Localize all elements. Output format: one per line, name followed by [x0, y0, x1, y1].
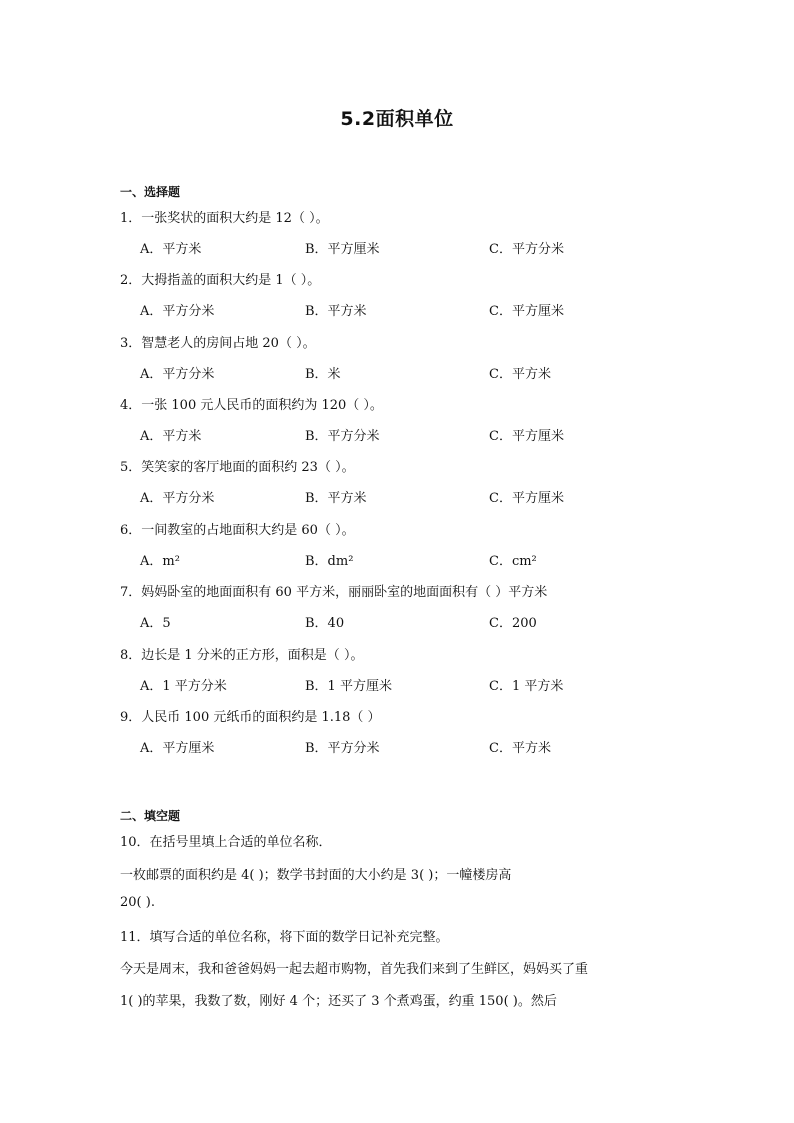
- option-a: A．平方分米: [140, 367, 215, 382]
- section-heading-fill: 二、填空题: [120, 809, 181, 823]
- question-11-stem: 11．填写合适的单位名称，将下面的数学日记补充完整。: [120, 930, 449, 945]
- option-c: C．平方分米: [489, 242, 564, 257]
- question-stem: 5．笑笑家的客厅地面的面积约 23（ ）。: [120, 460, 355, 475]
- option-a: A．1 平方分米: [140, 679, 227, 694]
- question-stem: 4．一张 100 元人民币的面积约为 120（ ）。: [120, 398, 383, 413]
- option-b: B．1 平方厘米: [305, 679, 392, 694]
- option-c: C．平方米: [489, 741, 551, 756]
- option-a: A．5: [140, 616, 171, 631]
- option-b: B．dm²: [305, 554, 354, 569]
- question-stem: 3．智慧老人的房间占地 20（ ）。: [120, 336, 316, 351]
- option-b: B．平方米: [305, 491, 367, 506]
- option-a: A．平方米: [140, 242, 202, 257]
- question-stem: 9．人民币 100 元纸币的面积约是 1.18（ ）: [120, 710, 381, 725]
- section-heading-choice: 一、选择题: [120, 185, 181, 199]
- option-a: A．m²: [140, 554, 180, 569]
- option-a: A．平方分米: [140, 491, 215, 506]
- option-c: C．平方厘米: [489, 491, 564, 506]
- question-stem: 1．一张奖状的面积大约是 12（ ）。: [120, 211, 329, 226]
- option-c: C．平方厘米: [489, 429, 564, 444]
- option-a: A．平方分米: [140, 304, 215, 319]
- option-b: B．平方分米: [305, 429, 380, 444]
- question-10-line-2: 20( ).: [120, 895, 155, 910]
- option-b: B．40: [305, 616, 345, 631]
- page-title: 5.2面积单位: [340, 108, 454, 130]
- question-10-stem: 10．在括号里填上合适的单位名称．: [120, 835, 332, 850]
- option-c: C．200: [489, 616, 537, 631]
- question-11-line-1: 今天是周末，我和爸爸妈妈一起去超市购物，首先我们来到了生鲜区，妈妈买了重: [120, 962, 589, 977]
- option-c: C．平方米: [489, 367, 551, 382]
- option-c: C．平方厘米: [489, 304, 564, 319]
- option-c: C．cm²: [489, 554, 537, 569]
- option-b: B．米: [305, 367, 341, 382]
- option-c: C．1 平方米: [489, 679, 564, 694]
- question-stem: 6．一间教室的占地面积大约是 60（ ）。: [120, 523, 355, 538]
- question-10-line-1: 一枚邮票的面积约是 4( )；数学书封面的大小约是 3( )；一幢楼房高: [120, 868, 512, 883]
- option-b: B．平方分米: [305, 741, 380, 756]
- option-a: A．平方厘米: [140, 741, 215, 756]
- question-stem: 2．大拇指盖的面积大约是 1（ ）。: [120, 273, 321, 288]
- question-stem: 8．边长是 1 分米的正方形，面积是（ ）。: [120, 648, 364, 663]
- question-11-line-2: 1( )的苹果，我数了数，刚好 4 个；还买了 3 个煮鸡蛋，约重 150( )。然后: [120, 994, 557, 1009]
- question-stem: 7．妈妈卧室的地面面积有 60 平方米，丽丽卧室的地面面积有（ ）平方米: [120, 585, 548, 600]
- option-a: A．平方米: [140, 429, 202, 444]
- option-b: B．平方厘米: [305, 242, 380, 257]
- option-b: B．平方米: [305, 304, 367, 319]
